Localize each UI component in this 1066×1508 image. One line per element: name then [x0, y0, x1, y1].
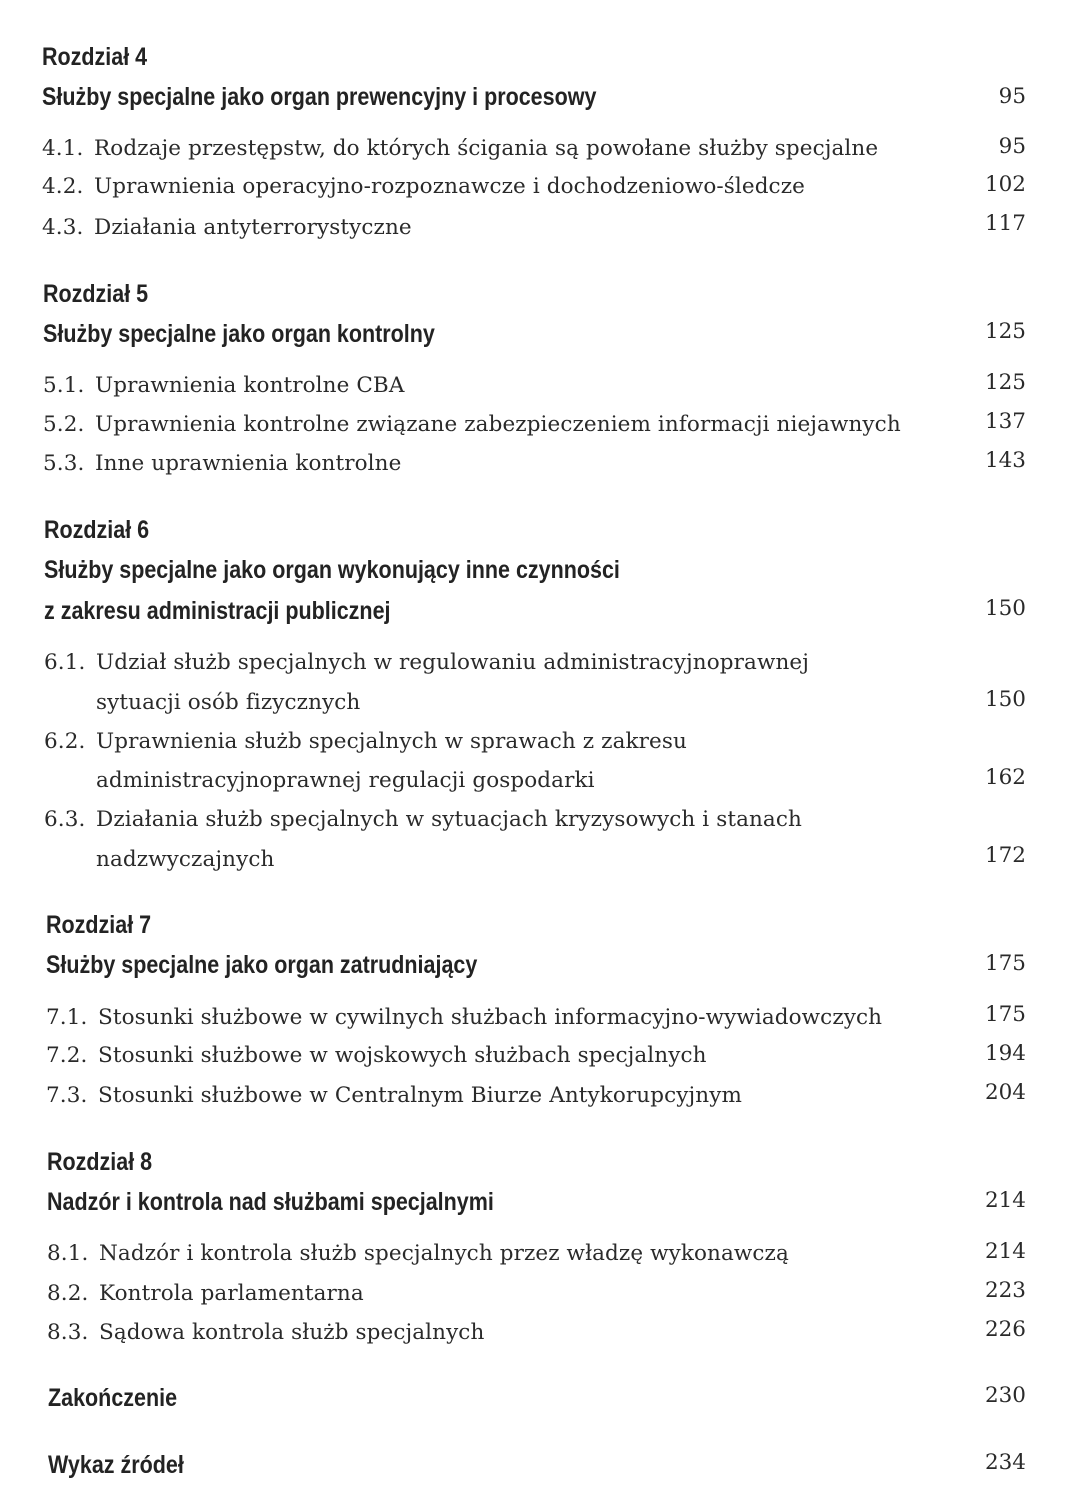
entry-number: 6.2. [44, 729, 86, 754]
entry-number: 6.3. [44, 807, 86, 832]
entry-number: 5.3. [43, 451, 85, 476]
toc-entry [42, 213, 412, 243]
entry-number: 8.1. [47, 1241, 89, 1266]
entry-title: Uprawnienia kontrolne związane zabezpieczeniem informacji niejawnych [95, 412, 901, 437]
entry-title: Kontrola parlamentarna [99, 1281, 364, 1306]
entry-number: 7.2. [46, 1043, 88, 1068]
toc-entry [46, 1041, 707, 1071]
entry-number: 8.2. [47, 1281, 89, 1306]
chapter-title-continued: z zakresu administracji publicznej [44, 597, 391, 625]
entry-title: Uprawnienia operacyjno-rozpoznawcze i dochodzeniowo-śledcze [94, 174, 805, 199]
entry-title: Stosunki służbowe w Centralnym Biurze Antykorupcyjnym [98, 1083, 742, 1108]
entry-page-number: 162 [984, 765, 1026, 790]
entry-title: Działania antyterrorystyczne [94, 215, 412, 240]
toc-entry [44, 727, 687, 757]
toc-entry [47, 1279, 364, 1309]
toc-entry [47, 1239, 789, 1269]
entry-page-number: 214 [984, 1239, 1026, 1264]
entry-page-number: 172 [984, 843, 1026, 868]
chapter-page-number: 214 [984, 1188, 1026, 1213]
entry-title: Działania służb specjalnych w sytuacjach kryzysowych i stanach [96, 807, 802, 832]
chapter-title: Służby specjalne jako organ wykonujący inne czynności [44, 556, 620, 584]
entry-page-number: 137 [984, 409, 1026, 434]
toc-entry [43, 410, 901, 440]
toc-entry [44, 648, 809, 678]
entry-number: 6.1. [44, 650, 86, 675]
chapter-page-number: 95 [998, 84, 1026, 109]
closing-section-title: Zakończenie [48, 1384, 178, 1412]
entry-number: 8.3. [47, 1320, 89, 1345]
toc-entry-continuation: sytuacji osób fizycznych [96, 690, 361, 715]
chapter-page-number: 125 [984, 319, 1026, 344]
entry-number: 7.1. [46, 1005, 88, 1030]
chapter-title: Nadzór i kontrola nad służbami specjalnymi [47, 1188, 494, 1216]
sources-section-page-number: 234 [984, 1450, 1026, 1475]
entry-title: Rodzaje przestępstw, do których ścigania są powołane służby specjalne [94, 136, 879, 161]
entry-page-number: 175 [984, 1002, 1026, 1027]
chapter-label: Rozdział 7 [46, 911, 152, 939]
entry-page-number: 125 [984, 370, 1026, 395]
toc-entry-continuation: nadzwyczajnych [96, 847, 275, 872]
entry-page-number: 223 [984, 1278, 1026, 1303]
chapter-title: Służby specjalne jako organ kontrolny [43, 320, 435, 348]
entry-page-number: 95 [998, 134, 1026, 159]
toc-entry [43, 371, 404, 401]
entry-page-number: 143 [984, 448, 1026, 473]
entry-title: Stosunki służbowe w wojskowych służbach specjalnych [98, 1043, 707, 1068]
entry-page-number: 226 [984, 1317, 1026, 1342]
entry-page-number: 117 [984, 211, 1026, 236]
entry-number: 4.1. [42, 136, 84, 161]
entry-number: 4.2. [42, 174, 84, 199]
toc-entry-continuation: administracyjnoprawnej regulacji gospodarki [96, 768, 595, 793]
entry-number: 7.3. [46, 1083, 88, 1108]
entry-number: 5.1. [43, 373, 85, 398]
toc-entry [46, 1003, 882, 1033]
toc-entry [42, 172, 805, 202]
toc-entry [46, 1081, 742, 1111]
chapter-page-number: 150 [984, 596, 1026, 621]
chapter-label: Rozdział 8 [47, 1148, 153, 1176]
toc-entry [44, 805, 802, 835]
chapter-label: Rozdział 6 [44, 516, 150, 544]
entry-title: Nadzór i kontrola służb specjalnych przez władzę wykonawczą [99, 1241, 789, 1266]
entry-title: Uprawnienia służb specjalnych w sprawach z zakresu [96, 729, 687, 754]
toc-entry [42, 134, 878, 164]
entry-title: Inne uprawnienia kontrolne [95, 451, 402, 476]
toc-entry [47, 1318, 484, 1348]
closing-section-page-number: 230 [984, 1383, 1026, 1408]
entry-number: 5.2. [43, 412, 85, 437]
entry-page-number: 102 [984, 172, 1026, 197]
chapter-label: Rozdział 4 [42, 43, 148, 71]
entry-page-number: 150 [984, 687, 1026, 712]
entry-title: Udział służb specjalnych w regulowaniu administracyjnoprawnej [96, 650, 809, 675]
chapter-label: Rozdział 5 [43, 280, 149, 308]
entry-page-number: 204 [984, 1080, 1026, 1105]
chapter-title: Służby specjalne jako organ zatrudniający [46, 951, 478, 979]
entry-title: Uprawnienia kontrolne CBA [95, 373, 405, 398]
chapter-page-number: 175 [984, 951, 1026, 976]
entry-page-number: 194 [984, 1041, 1026, 1066]
chapter-title: Służby specjalne jako organ prewencyjny i procesowy [42, 83, 597, 111]
entry-title: Stosunki służbowe w cywilnych służbach informacyjno-wywiadowczych [98, 1005, 883, 1030]
sources-section-title: Wykaz źródeł [48, 1451, 184, 1479]
entry-number: 4.3. [42, 215, 84, 240]
entry-title: Sądowa kontrola służb specjalnych [99, 1320, 485, 1345]
toc-entry [43, 449, 401, 479]
